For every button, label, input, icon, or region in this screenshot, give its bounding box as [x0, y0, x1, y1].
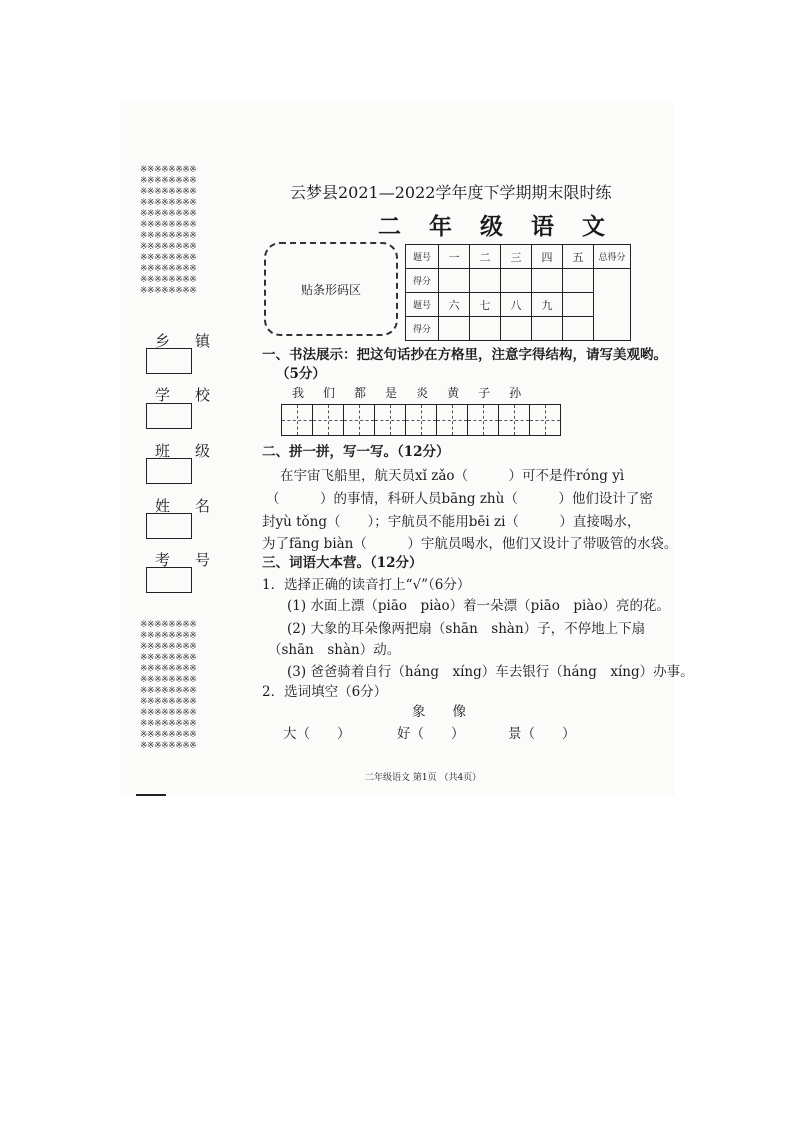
section3-heading: 三、词语大本营。（12分）: [262, 555, 423, 571]
exam-title: 云梦县2021—2022学年度下学期期末限时练: [290, 183, 612, 202]
score-table: 题号 一 二 三 四 五 总得分 得分 题号 六 七 八 九 得分: [405, 244, 631, 341]
scan-edge-line: [136, 794, 166, 796]
section1-points: （5分）: [276, 366, 326, 382]
field-label-name: 姓 名: [155, 497, 210, 515]
section2-line: 在宇宙飞船里，航天员xǐ zǎo（ ）可不是件róng yì: [280, 468, 625, 484]
town-input-box[interactable]: [146, 348, 192, 374]
field-label-town: 乡 镇: [155, 332, 210, 350]
exam-number-input-box[interactable]: [146, 567, 192, 593]
word-choices: 象 像: [412, 704, 466, 720]
decorative-pattern-bottom: ※※※※※※※※ ※※※※※※※※ ※※※※※※※※ ※※※※※※※※ ※※※※※※※※ ※※※※※※※※ ※※※※※※※※ ※※※※※※※※ ※※※※※※※※ ※※※※※※※※ ※※※※※※※※ ※※※※※※※※: [140, 620, 197, 751]
fill-blank: 大（ ）: [283, 726, 351, 742]
section1-heading: 一、书法展示：把这句话抄在方格里，注意字得结构，请写美观哟。: [262, 347, 667, 363]
field-label-exam-number: 考 号: [155, 551, 210, 569]
question-1: 1．选择正确的读音打上“√”（6分）: [262, 577, 471, 593]
question-1-item: （shān shàn）动。: [268, 642, 401, 658]
subject-title: 二 年 级 语 文: [378, 213, 616, 240]
question-2: 2．选词填空（6分）: [262, 684, 388, 700]
page-footer: 二年级语文 第1页 （共4页）: [365, 773, 482, 783]
fill-blank: 好（ ）: [397, 726, 465, 742]
name-input-box[interactable]: [146, 513, 192, 539]
fill-blank: 景（ ）: [508, 726, 576, 742]
school-input-box[interactable]: [146, 403, 192, 429]
writing-grid[interactable]: [282, 404, 561, 436]
field-label-school: 学 校: [155, 386, 210, 404]
copy-characters: 我 们 都 是 炎 黄 子 孙: [292, 386, 522, 400]
section2-line: （ ）的事情，科研人员bāng zhù（ ）他们设计了密: [266, 491, 653, 507]
class-input-box[interactable]: [146, 458, 192, 484]
barcode-area: 贴条形码区: [264, 242, 398, 336]
decorative-pattern-top: ※※※※※※※※ ※※※※※※※※ ※※※※※※※※ ※※※※※※※※ ※※※※※※※※ ※※※※※※※※ ※※※※※※※※ ※※※※※※※※ ※※※※※※※※ ※※※※※※※※ ※※※※※※※※ ※※※※※※※※: [140, 165, 197, 296]
section2-line: 为了fāng biàn（ ）宇航员喝水，他们又设计了带吸管的水袋。: [262, 536, 678, 552]
field-label-class: 班 级: [155, 442, 210, 460]
question-1-item: (3) 爸爸骑着自行（háng xíng）车去银行（háng xíng）办事。: [287, 664, 694, 680]
question-1-item: (1) 水面上漂（piāo piào）着一朵漂（piāo piào）亮的花。: [287, 598, 670, 614]
section2-line: 封yù tǒng（ ）；宇航员不能用bēi zi（ ）直接喝水，: [262, 514, 641, 530]
section2-heading: 二、拼一拼，写一写。（12分）: [262, 444, 450, 460]
question-1-item: (2) 大象的耳朵像两把扇（shān shàn）子，不停地上下扇: [287, 621, 646, 637]
